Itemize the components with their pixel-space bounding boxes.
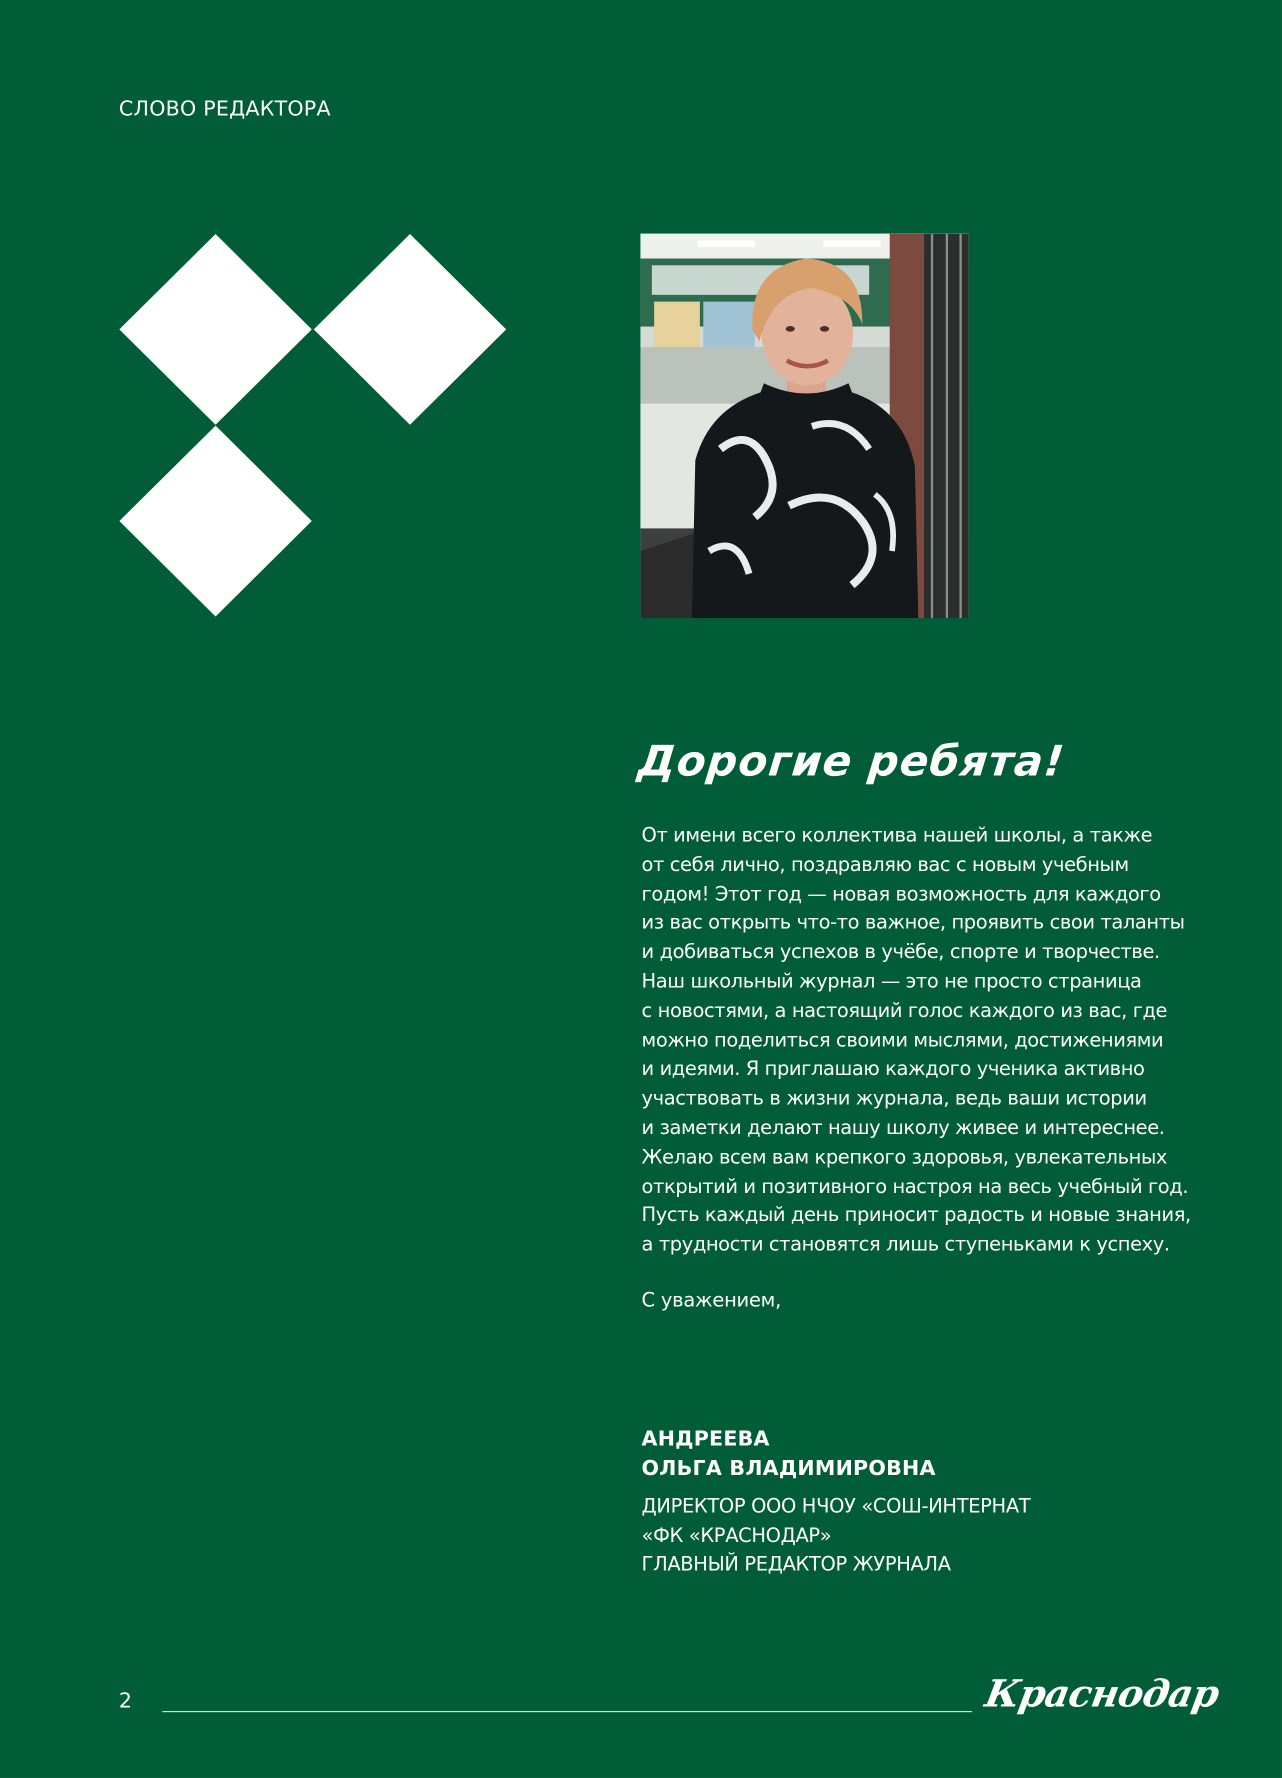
letter-line: от себя лично, поздравляю вас с новым учебным bbox=[641, 853, 1129, 877]
letter-line: Желаю всем вам крепкого здоровья, увлекательных bbox=[641, 1146, 1168, 1169]
author-role-line: «ФК «КРАСНОДАР» bbox=[641, 1524, 832, 1548]
author-surname: АНДРЕЕВА bbox=[641, 1427, 770, 1452]
section-label: СЛОВО РЕДАКТОРА bbox=[118, 97, 331, 122]
diamond-decoration-icon bbox=[119, 426, 311, 617]
letter-line: а трудности становятся лишь ступеньками к успеху. bbox=[641, 1233, 1170, 1257]
portrait-photo bbox=[640, 234, 968, 618]
krasnodar-logo: Краснодар bbox=[981, 1671, 1223, 1716]
author-given-name: ОЛЬГА ВЛАДИМИРОВНА bbox=[641, 1457, 936, 1481]
letter-line: и добиваться успехов в учёбе, спорте и творчестве. bbox=[641, 941, 1160, 965]
diamond-decoration-icon bbox=[314, 234, 506, 425]
letter-closing: С уважением, bbox=[641, 1289, 782, 1312]
letter-body bbox=[642, 822, 1237, 1261]
author-name bbox=[642, 1425, 936, 1484]
footer-divider bbox=[162, 1711, 972, 1712]
letter-line: Наш школьный журнал — это не просто страница bbox=[641, 970, 1142, 994]
letter-line: из вас открыть что-то важное, проявить свои таланты bbox=[641, 912, 1185, 935]
diamond-decoration-icon bbox=[119, 234, 311, 425]
letter-greeting: Дорогие ребята! bbox=[635, 737, 1068, 786]
page-number: 2 bbox=[118, 1689, 133, 1714]
author-role bbox=[642, 1493, 1031, 1580]
letter-line: и заметки делают нашу школу живее и интереснее. bbox=[641, 1116, 1165, 1140]
author-role-line: ДИРЕКТОР ООО НЧОУ «СОШ-ИНТЕРНАТ bbox=[641, 1495, 1031, 1519]
letter-line: От имени всего коллектива нашей школы, а также bbox=[641, 824, 1153, 848]
letter-line: и идеями. Я приглашаю каждого ученика активно bbox=[641, 1058, 1145, 1082]
letter-line: Пусть каждый день приносит радость и новые знания, bbox=[641, 1204, 1191, 1228]
author-role-line: ГЛАВНЫЙ РЕДАКТОР ЖУРНАЛА bbox=[641, 1553, 951, 1577]
letter-line: с новостями, а настоящий голос каждого из вас, где bbox=[641, 999, 1168, 1023]
letter-line: открытий и позитивного настроя на весь учебный год. bbox=[641, 1175, 1189, 1199]
letter-line: участвовать в жизни журнала, ведь ваши истории bbox=[641, 1087, 1147, 1111]
letter-line: годом! Этот год — новая возможность для каждого bbox=[641, 882, 1161, 906]
letter-line: можно поделиться своими мыслями, достижениями bbox=[641, 1029, 1164, 1052]
